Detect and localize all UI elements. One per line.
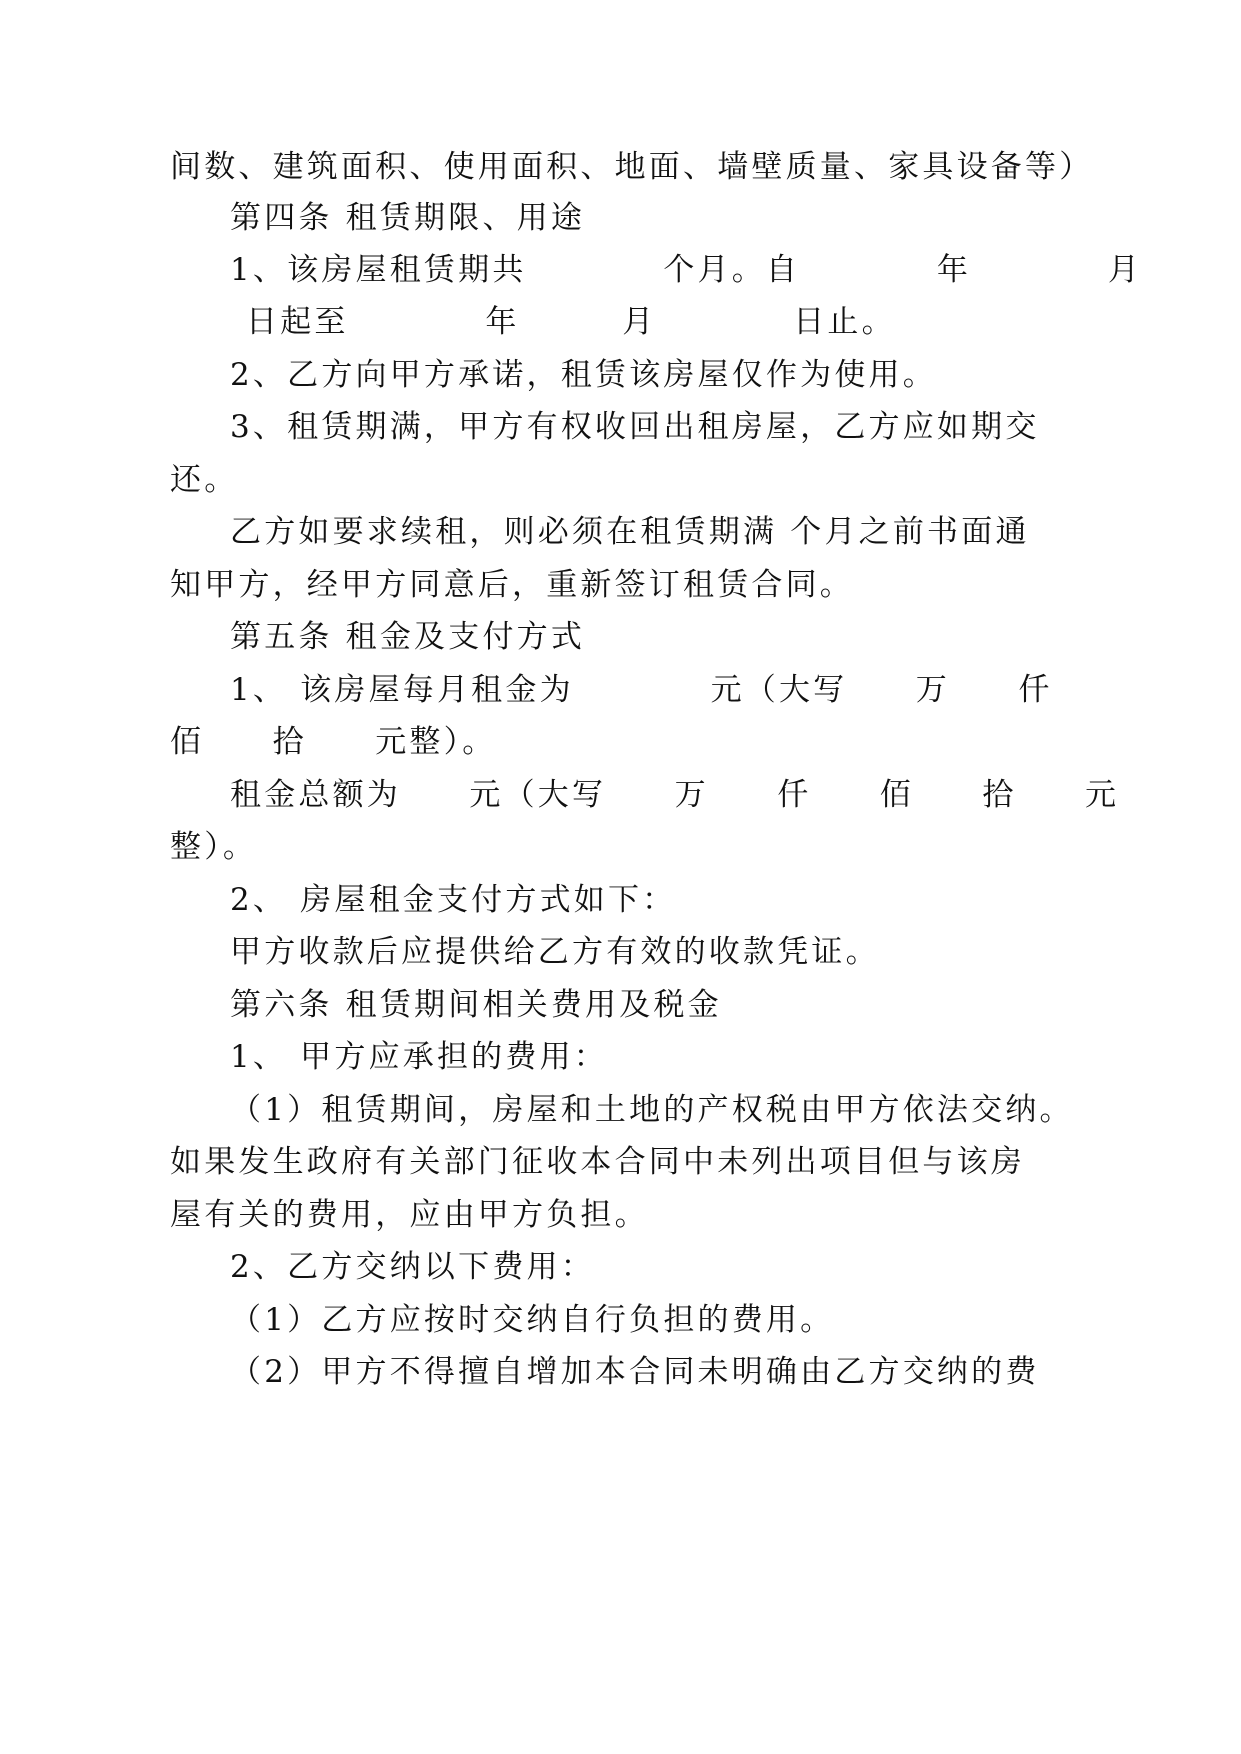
text-line: 租金总额为 元（大写 万 仟 佰 拾 元 [230, 777, 1120, 813]
text-line: 甲方收款后应提供给乙方有效的收款凭证。 [230, 934, 880, 970]
text-line: 整）。 [170, 829, 258, 865]
text-line: 1、 该房屋每月租金为 元（大写 万 仟 [230, 672, 1053, 708]
text-line: 2、 房屋租金支付方式如下： [230, 882, 677, 918]
section-heading: 第五条 租金及支付方式 [230, 619, 586, 655]
text-line: 知甲方，经甲方同意后，重新签订租赁合同。 [170, 567, 854, 603]
text-line: 3、租赁期满，甲方有权收回出租房屋，乙方应如期交 [230, 409, 1040, 445]
text-line: 1、 甲方应承担的费用： [230, 1039, 608, 1075]
text-line: （1）租赁期间，房屋和土地的产权税由甲方依法交纳。 [230, 1092, 1074, 1128]
text-line: 屋有关的费用，应由甲方负担。 [170, 1197, 649, 1233]
text-line: （1）乙方应按时交纳自行负担的费用。 [230, 1302, 835, 1338]
text-line: 还。 [170, 462, 239, 498]
text-line: （2）甲方不得擅自增加本合同未明确由乙方交纳的费 [230, 1354, 1040, 1390]
section-heading: 第六条 租赁期间相关费用及税金 [230, 987, 722, 1023]
text-line: 如果发生政府有关部门征收本合同中未列出项目但与该房 [170, 1144, 1025, 1180]
text-line: 1、该房屋租赁期共 个月。自 年 月 [230, 252, 1143, 288]
text-line: 2、乙方交纳以下费用： [230, 1249, 595, 1285]
section-heading: 第四条 租赁期限、用途 [230, 200, 586, 236]
text-line: 乙方如要求续租，则必须在租赁期满 个月之前书面通 [230, 514, 1030, 550]
text-line: 2、乙方向甲方承诺，租赁该房屋仅作为使用。 [230, 357, 937, 393]
text-line: 佰 拾 元整）。 [170, 724, 497, 760]
text-line: 间数、建筑面积、使用面积、地面、墙壁质量、家具设备等） [170, 149, 1094, 185]
text-line: 日起至 年 月 日止。 [246, 304, 896, 340]
